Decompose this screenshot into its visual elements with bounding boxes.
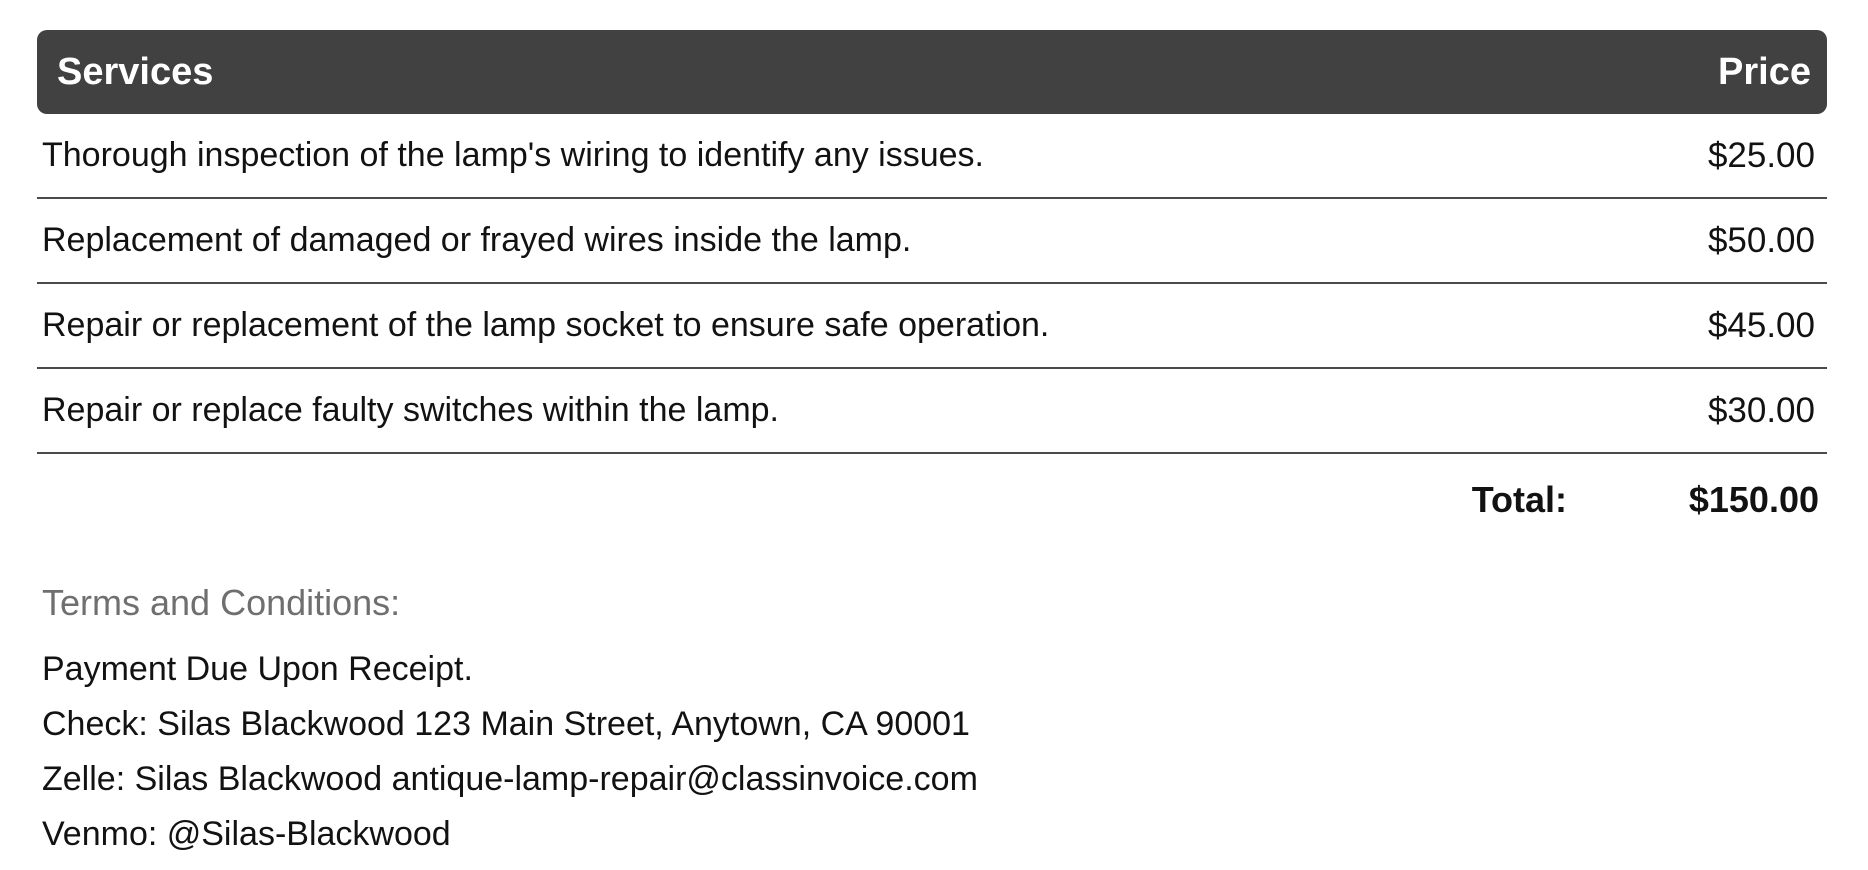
table-row	[37, 114, 1827, 199]
service-price: $25.00	[1577, 114, 1827, 199]
total-value: $150.00	[1688, 479, 1819, 520]
terms-line: Zelle: Silas Blackwood antique-lamp-repair@classinvoice.com	[42, 760, 978, 798]
table-row	[37, 199, 1827, 284]
terms-line: Venmo: @Silas-Blackwood	[42, 815, 451, 853]
price-column-header: Price	[1577, 30, 1827, 114]
total-label: Total:	[1471, 479, 1567, 520]
services-table-header	[37, 30, 1827, 114]
services-table	[37, 30, 1827, 546]
service-description: Repair or replacement of the lamp socket to ensure safe operation.	[37, 284, 1577, 369]
terms-lines	[42, 642, 1827, 862]
terms-heading: Terms and Conditions:	[42, 582, 401, 623]
service-description: Repair or replace faulty switches within the lamp.	[37, 369, 1577, 454]
service-price: $50.00	[1577, 199, 1827, 284]
services-column-header: Services	[37, 30, 1577, 114]
header-row	[37, 30, 1827, 114]
service-description: Thorough inspection of the lamp's wiring to identify any issues.	[37, 114, 1577, 199]
table-row	[37, 369, 1827, 454]
table-row	[37, 284, 1827, 369]
service-description: Replacement of damaged or frayed wires inside the lamp.	[37, 199, 1577, 284]
services-table-body	[37, 114, 1827, 454]
terms-line: Check: Silas Blackwood 123 Main Street, Anytown, CA 90001	[42, 705, 970, 743]
service-price: $30.00	[1577, 369, 1827, 454]
terms-section	[37, 580, 1827, 862]
services-table-footer	[37, 454, 1827, 546]
total-row	[37, 454, 1827, 546]
terms-line: Payment Due Upon Receipt.	[42, 650, 473, 688]
service-price: $45.00	[1577, 284, 1827, 369]
